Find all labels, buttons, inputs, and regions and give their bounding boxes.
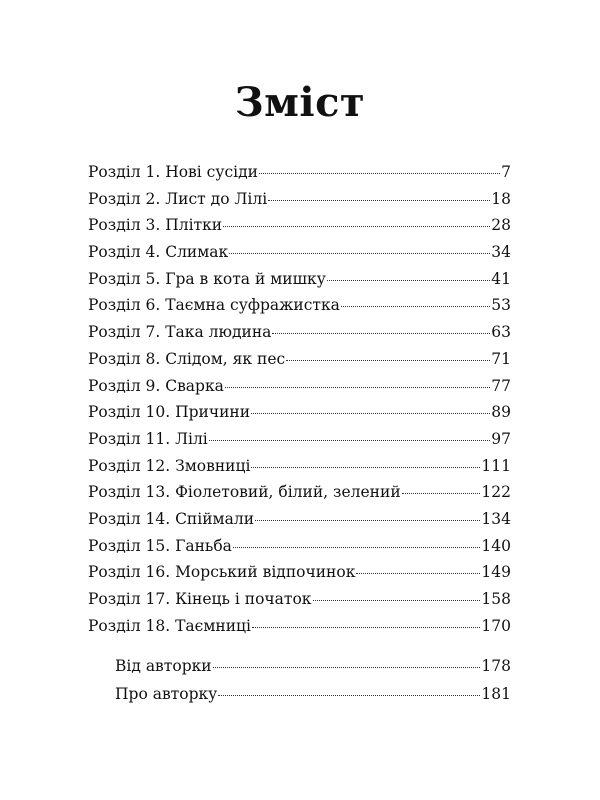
toc-entry-label: Розділ 5. Гра в кота й мишку <box>88 269 326 288</box>
dot-leader <box>327 280 490 281</box>
toc-entry <box>88 483 511 510</box>
dot-leader <box>268 200 490 201</box>
toc-entry-label: Розділ 18. Таємниці <box>88 616 251 635</box>
toc-entry-page-number: 63 <box>491 323 511 342</box>
toc-entry <box>88 617 511 644</box>
dot-leader <box>272 333 490 334</box>
toc-entry-page-number: 89 <box>491 403 511 422</box>
toc-entry-page-number: 53 <box>491 296 511 315</box>
toc-entry <box>88 323 511 350</box>
toc-entry <box>88 510 511 537</box>
toc-entry-page-number: 71 <box>491 349 511 368</box>
toc-entry <box>88 377 511 404</box>
toc-entry-page-number: 181 <box>481 685 511 703</box>
toc-entry-label: Розділ 4. Слимак <box>88 243 229 262</box>
dot-leader <box>252 627 480 628</box>
toc-entry <box>88 563 511 590</box>
toc-entry <box>88 430 511 457</box>
toc-entry-label: Про авторку <box>115 685 218 703</box>
toc-entry <box>88 216 511 243</box>
toc-entry <box>115 657 511 685</box>
dot-leader <box>356 573 480 574</box>
toc-entry <box>88 243 511 270</box>
dot-leader <box>251 467 480 468</box>
toc-entry-page-number: 158 <box>481 590 511 608</box>
toc-entry-label: Розділ 13. Фіолетовий, білий, зелений <box>88 483 401 502</box>
toc-entry-label: Розділ 7. Така людина <box>88 323 272 342</box>
toc-entry <box>88 590 511 617</box>
dot-leader <box>286 360 490 361</box>
toc-entry-page-number: 77 <box>491 376 511 395</box>
toc-entry <box>88 457 511 484</box>
toc-entry-label: Розділ 12. Змовниці <box>88 456 251 475</box>
toc-entry <box>88 403 511 430</box>
toc-entry-label: Розділ 6. Таємна суфражистка <box>88 296 340 315</box>
toc-entry-label: Розділ 3. Плітки <box>88 216 223 235</box>
toc-entry-page-number: 7 <box>501 163 511 181</box>
toc-entry-page-number: 97 <box>491 429 511 448</box>
toc-entry <box>115 685 511 713</box>
toc-entry <box>88 163 511 190</box>
dot-leader <box>213 667 481 668</box>
page-title: Зміст <box>234 79 366 126</box>
dot-leader <box>229 253 490 254</box>
toc-entry-page-number: 170 <box>481 616 511 635</box>
dot-leader <box>251 413 490 414</box>
dot-leader <box>225 387 490 388</box>
toc-entry-page-number: 28 <box>491 216 511 235</box>
toc-entry-page-number: 140 <box>481 536 511 555</box>
toc-entry <box>88 270 511 297</box>
toc-entry-label: Розділ 1. Нові сусіди <box>88 163 258 181</box>
toc-entry-page-number: 178 <box>481 657 511 675</box>
dot-leader <box>313 600 481 601</box>
toc-entry-label: Розділ 15. Ганьба <box>88 536 232 555</box>
toc-entry-label: Розділ 16. Морський відпочинок <box>88 563 356 582</box>
toc-entry-label: Розділ 14. Спіймали <box>88 509 255 528</box>
toc-entry-label: Розділ 8. Слідом, як пес <box>88 349 286 368</box>
chapter-list <box>88 163 511 643</box>
dot-leader <box>341 306 490 307</box>
dot-leader <box>259 173 500 174</box>
toc-entry-page-number: 18 <box>491 189 511 208</box>
toc-entry <box>88 350 511 377</box>
toc-entry-page-number: 41 <box>491 269 511 288</box>
dot-leader <box>223 226 490 227</box>
toc-entry-page-number: 111 <box>481 456 511 475</box>
dot-leader <box>402 493 481 494</box>
toc-entry <box>88 296 511 323</box>
dot-leader <box>233 547 480 548</box>
toc-entry-label: Розділ 10. Причини <box>88 403 251 422</box>
toc-entry-label: Розділ 2. Лист до Лілі <box>88 189 268 208</box>
toc-entry-page-number: 134 <box>481 509 511 528</box>
toc-entry-label: Розділ 11. Лілі <box>88 429 208 448</box>
toc-entry <box>88 190 511 217</box>
toc-entry-page-number: 149 <box>481 563 511 582</box>
toc-entry-label: Розділ 17. Кінець і початок <box>88 590 312 608</box>
toc-entry <box>88 537 511 564</box>
dot-leader <box>209 440 491 441</box>
toc-entry-label: Розділ 9. Сварка <box>88 376 224 395</box>
toc-entry-page-number: 122 <box>481 483 511 502</box>
dot-leader <box>218 695 480 696</box>
extras-list <box>115 657 511 713</box>
toc-entry-page-number: 34 <box>491 243 511 262</box>
toc-entry-label: Від авторки <box>115 657 212 675</box>
dot-leader <box>255 520 480 521</box>
